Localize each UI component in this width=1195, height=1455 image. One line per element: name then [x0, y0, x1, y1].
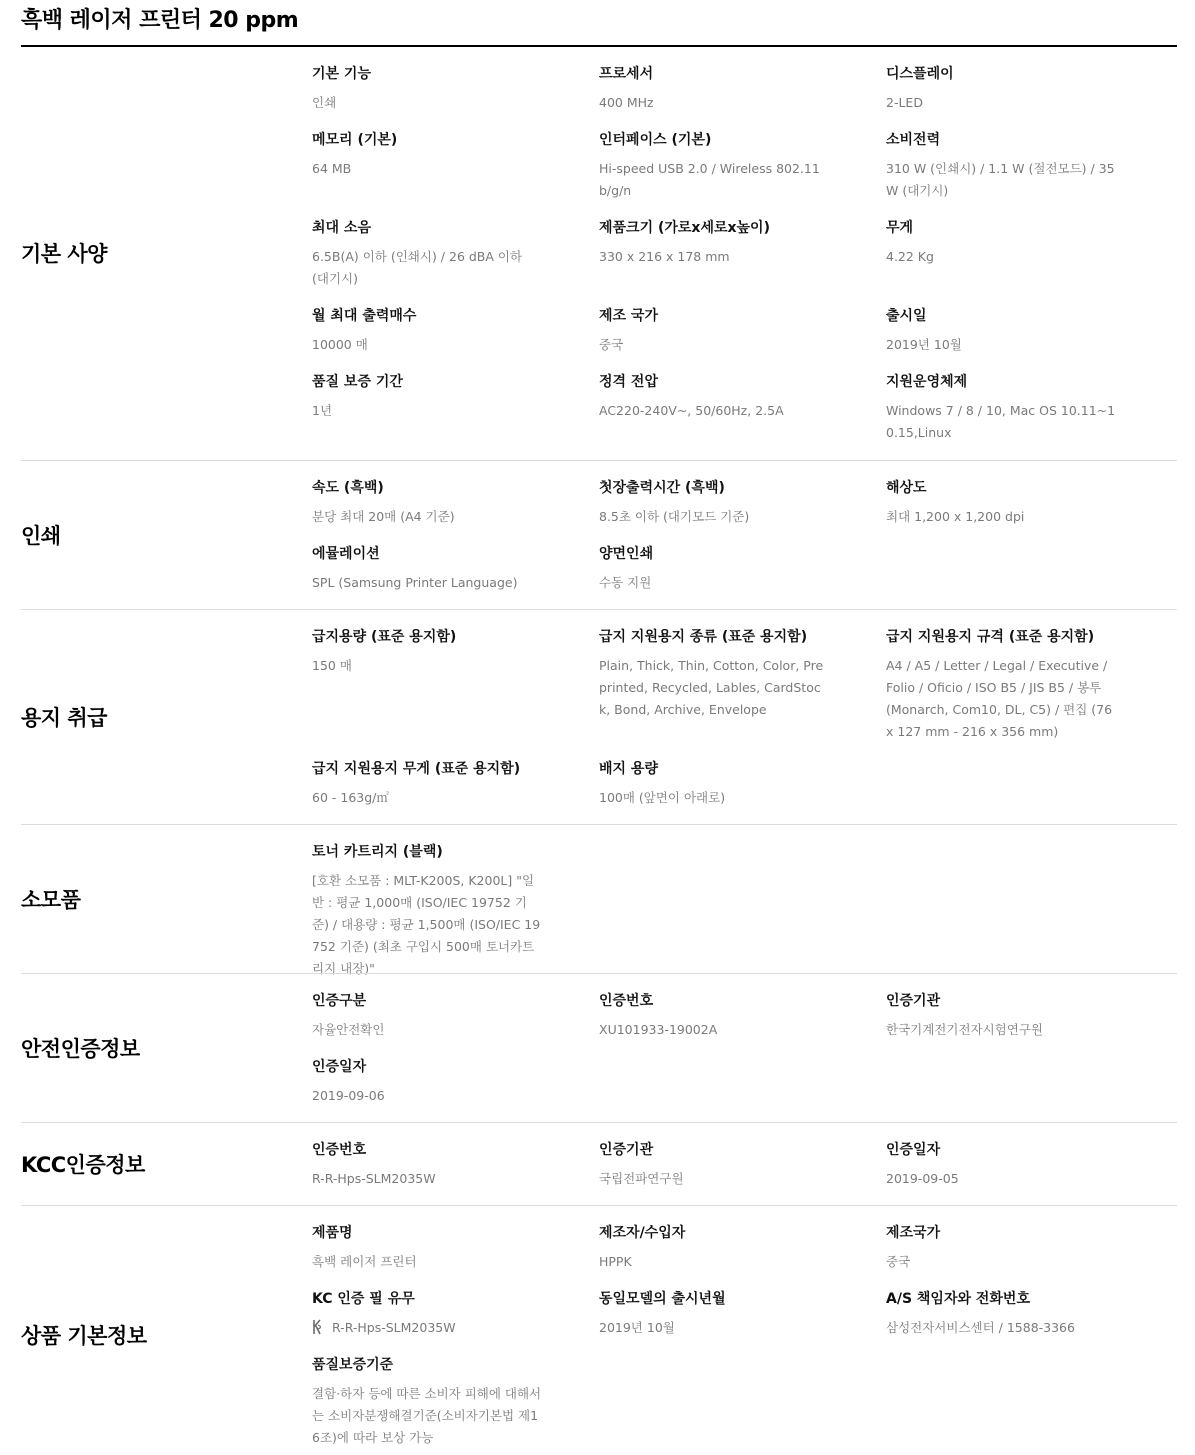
spec-item [312, 478, 542, 528]
spec-label: 인증번호 [312, 1142, 367, 1158]
spec-value: 400 MHz [599, 95, 654, 110]
spec-value: 결함·하자 등에 따른 소비자 피해에 대해서는 소비자분쟁해결기준(소비자기본법 제16조)에 따라 보상 가능 [312, 1386, 542, 1445]
spec-item [312, 130, 542, 180]
section-title: KCC인증정보 [21, 1153, 145, 1177]
spec-item [599, 130, 829, 202]
spec-label: 속도 (흑백) [312, 480, 384, 496]
spec-value: HPPK [599, 1254, 632, 1269]
spec-item [312, 842, 542, 980]
section-title: 기본 사양 [21, 242, 107, 266]
spec-value: 인쇄 [312, 95, 337, 110]
spec-value: AC220-240V~, 50/60Hz, 2.5A [599, 403, 784, 418]
spec-label: 동일모델의 출시년월 [599, 1291, 726, 1307]
spec-item [312, 1289, 542, 1339]
spec-label: 인증일자 [312, 1059, 367, 1075]
spec-label: 제조 국가 [599, 308, 658, 324]
spec-label: 최대 소음 [312, 220, 371, 236]
spec-label: 인증기관 [599, 1142, 654, 1158]
spec-item [599, 218, 829, 268]
spec-item [312, 218, 542, 290]
spec-value: 330 x 216 x 178 mm [599, 249, 730, 264]
section-product-info [21, 1205, 1177, 1455]
spec-value: 2-LED [886, 95, 923, 110]
spec-item [886, 218, 1116, 268]
spec-label: 급지용량 (표준 용지함) [312, 629, 457, 645]
spec-item [312, 372, 542, 422]
spec-label: 토너 카트리지 (블랙) [312, 844, 443, 860]
spec-item [599, 1289, 829, 1339]
spec-item [886, 1140, 1116, 1190]
spec-value: 310 W (인쇄시) / 1.1 W (절전모드) / 35 W (대기시) [886, 161, 1115, 198]
spec-value: 한국기계전기전자시험연구원 [886, 1022, 1043, 1037]
spec-value: 2019년 10월 [886, 337, 962, 352]
spec-item [886, 478, 1116, 528]
spec-label: 해상도 [886, 480, 927, 496]
spec-label: 메모리 (기본) [312, 132, 398, 148]
spec-item [599, 1223, 829, 1273]
spec-item [599, 544, 829, 594]
spec-item [886, 627, 1116, 743]
spec-label: 제품명 [312, 1225, 353, 1241]
spec-item [312, 1355, 542, 1449]
section-title: 상품 기본정보 [21, 1324, 147, 1348]
section-basic-specs [21, 47, 1177, 460]
spec-item [312, 306, 542, 356]
section-title: 안전인증정보 [21, 1037, 140, 1061]
section-title: 용지 취급 [21, 706, 107, 730]
spec-label: 인증구분 [312, 993, 367, 1009]
spec-value: 100매 (앞면이 아래로) [599, 790, 726, 805]
spec-value: 2019년 10월 [599, 1320, 675, 1335]
spec-label: 프로세서 [599, 66, 654, 82]
spec-value: R-R-Hps-SLM2035W [312, 1171, 436, 1186]
spec-item [886, 306, 1116, 356]
spec-item [886, 991, 1116, 1041]
spec-label: 인터페이스 (기본) [599, 132, 712, 148]
spec-label: 급지 지원용지 규격 (표준 용지함) [886, 629, 1095, 645]
spec-item [599, 478, 829, 528]
spec-value: Windows 7 / 8 / 10, Mac OS 10.11~10.15,Linux [886, 403, 1116, 440]
spec-label: 월 최대 출력매수 [312, 308, 417, 324]
spec-value: 4.22 Kg [886, 249, 934, 264]
spec-value: 최대 1,200 x 1,200 dpi [886, 509, 1025, 524]
spec-item [599, 306, 829, 356]
spec-label: 품질보증기준 [312, 1357, 394, 1373]
spec-label: 디스플레이 [886, 66, 954, 82]
spec-value: 흑백 레이저 프린터 [312, 1254, 417, 1269]
spec-value: 10000 매 [312, 337, 368, 352]
section-safety-cert [21, 973, 1177, 1123]
spec-label: 첫장출력시간 (흑백) [599, 480, 725, 496]
spec-item [886, 372, 1116, 444]
spec-item [312, 544, 542, 594]
spec-item [599, 372, 829, 422]
spec-value: Hi-speed USB 2.0 / Wireless 802.11 b/g/n [599, 161, 820, 198]
spec-value [312, 1317, 542, 1339]
spec-label: 양면인쇄 [599, 546, 654, 562]
spec-value: 64 MB [312, 161, 352, 176]
spec-item [312, 759, 542, 809]
spec-value: 중국 [599, 337, 624, 352]
section-consumables [21, 824, 1177, 974]
spec-label: 인증번호 [599, 993, 654, 1009]
kc-cert-number: R-R-Hps-SLM2035W [332, 1320, 456, 1335]
spec-value: [호환 소모품 : MLT-K200S, K200L] "일반 : 평균 1,000매 (ISO/IEC 19752 기준) / 대용량 : 평균 1,500매 (ISO/IEC 19752 기준) (최초 구입시 500매 토너카트리지 내장)" [312, 873, 541, 976]
spec-item [886, 1289, 1116, 1339]
spec-label: 품질 보증 기간 [312, 374, 403, 390]
spec-item [599, 64, 829, 114]
spec-item [599, 627, 829, 721]
section-paper-handling [21, 609, 1177, 825]
spec-item [886, 64, 1116, 114]
spec-label: 제조국가 [886, 1225, 941, 1241]
spec-item [599, 1140, 829, 1190]
section-title: 인쇄 [21, 524, 61, 548]
spec-value: 자율안전확인 [312, 1022, 385, 1037]
spec-item [312, 1223, 542, 1273]
spec-label: 제품크기 (가로x세로x높이) [599, 220, 770, 236]
spec-value: 2019-09-05 [886, 1171, 959, 1186]
spec-label: 출시일 [886, 308, 927, 324]
spec-item [312, 991, 542, 1041]
spec-label: 무게 [886, 220, 914, 236]
spec-item [312, 1057, 542, 1107]
spec-label: 정격 전압 [599, 374, 658, 390]
spec-value: 수동 지원 [599, 575, 652, 590]
spec-value: 1년 [312, 403, 333, 418]
spec-value: 국립전파연구원 [599, 1171, 684, 1186]
spec-item [886, 1223, 1116, 1273]
kc-mark-icon [312, 1319, 324, 1335]
spec-label: 인증기관 [886, 993, 941, 1009]
spec-label: 기본 기능 [312, 66, 371, 82]
spec-label: 지원운영체제 [886, 374, 968, 390]
spec-value: 150 매 [312, 658, 352, 673]
spec-value: 2019-09-06 [312, 1088, 385, 1103]
spec-label: KC 인증 필 유무 [312, 1291, 415, 1307]
spec-label: 급지 지원용지 종류 (표준 용지함) [599, 629, 808, 645]
spec-value: XU101933-19002A [599, 1022, 718, 1037]
spec-item [599, 991, 829, 1041]
spec-value: 삼성전자서비스센터 / 1588-3366 [886, 1320, 1075, 1335]
spec-label: 배지 용량 [599, 761, 658, 777]
spec-label: 소비전력 [886, 132, 941, 148]
section-print [21, 460, 1177, 610]
spec-value: 8.5초 이하 (대기모드 기준) [599, 509, 750, 524]
section-kcc-cert [21, 1122, 1177, 1206]
spec-label: 에뮬레이션 [312, 546, 380, 562]
section-title: 소모품 [21, 888, 81, 912]
spec-value: A4 / A5 / Letter / Legal / Executive / Folio / Oficio / ISO B5 / JIS B5 / 봉투 (Monarch, Com10, DL, C5) / 편집 (76 x 127 mm - 216 x 356 mm) [886, 658, 1113, 739]
spec-label: 인증일자 [886, 1142, 941, 1158]
spec-item [599, 759, 829, 809]
spec-label: 제조자/수입자 [599, 1225, 686, 1241]
spec-label: 급지 지원용지 무게 (표준 용지함) [312, 761, 521, 777]
spec-item [886, 130, 1116, 202]
spec-value: 분당 최대 20매 (A4 기준) [312, 509, 455, 524]
spec-value: Plain, Thick, Thin, Cotton, Color, Preprinted, Recycled, Lables, CardStock, Bond, Archive, Envelope [599, 658, 824, 717]
page-title: 흑백 레이저 프린터 20 ppm [21, 8, 299, 33]
spec-value: 6.5B(A) 이하 (인쇄시) / 26 dBA 이하 (대기시) [312, 249, 523, 286]
spec-item [312, 64, 542, 114]
spec-value: SPL (Samsung Printer Language) [312, 575, 518, 590]
spec-value: 중국 [886, 1254, 911, 1269]
spec-value: 60 - 163g/㎡ [312, 790, 389, 805]
spec-item [312, 627, 542, 677]
spec-item [312, 1140, 542, 1190]
spec-label: A/S 책임자와 전화번호 [886, 1291, 1030, 1307]
